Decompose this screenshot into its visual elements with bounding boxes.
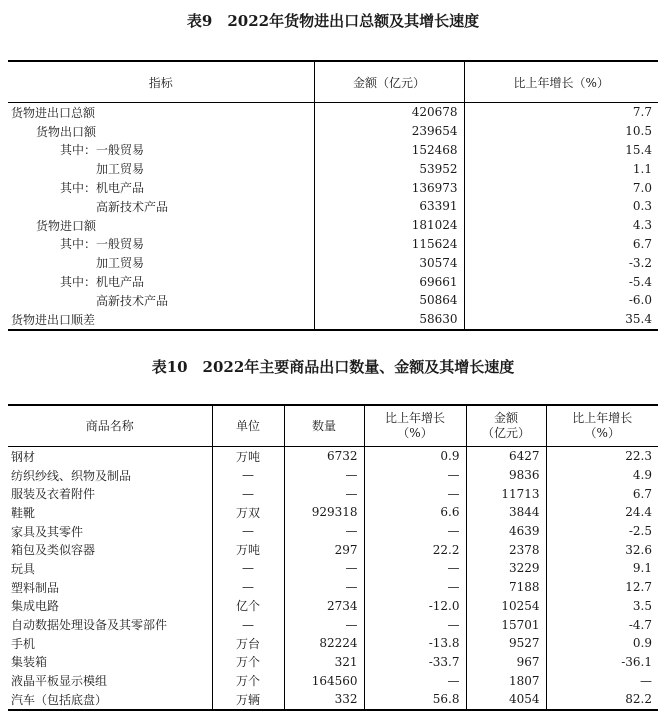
header-line: （亿元） [481,426,530,440]
amount-cell: 4054 [466,690,546,710]
amount-cell: 53952 [314,159,464,178]
amount-cell: 4639 [466,522,546,541]
header-line: （%） [397,426,433,440]
column-header-name: 商品名称 [8,405,212,447]
unit-cell: 万个 [212,671,284,690]
amount-growth-cell: -2.5 [546,522,658,541]
column-header-indicator: 指标 [8,61,314,103]
amount-growth-cell: 0.9 [546,634,658,653]
header-line: （%） [584,426,620,440]
header-line: 金额 [493,411,518,425]
commodity-name-cell: 箱包及类似容器 [11,543,96,558]
quantity-growth-cell: — [364,522,466,541]
amount-cell: 10254 [466,597,546,616]
unit-cell: — [212,578,284,597]
table-row [8,310,658,330]
amount-cell: 15701 [466,615,546,634]
amount-growth-cell: 22.3 [546,447,658,466]
commodity-name-cell: 自动数据处理设备及其零部件 [11,618,168,633]
table-row [8,634,658,653]
commodity-name-cell: 塑料制品 [11,580,60,595]
unit-cell: — [212,615,284,634]
commodity-name-cell: 纺织纱线、织物及制品 [11,468,132,483]
amount-cell: 6427 [466,447,546,466]
amount-cell: 136973 [314,178,464,197]
quantity-growth-cell: — [364,578,466,597]
unit-cell: 万吨 [212,447,284,466]
table-row [8,447,658,466]
indicator-cell: 其中：机电产品 [60,275,145,290]
quantity-cell: 929318 [284,503,364,522]
column-header-quantity-growth [364,405,466,447]
table-row [8,559,658,578]
commodity-name-cell: 家具及其零件 [11,524,84,539]
table-row [8,615,658,634]
amount-cell: 181024 [314,216,464,235]
header-line: 比上年增长 [572,411,633,425]
amount-cell: 152468 [314,141,464,160]
indicator-cell: 加工贸易 [96,256,145,271]
quantity-growth-cell: — [364,484,466,503]
commodity-name-cell: 玩具 [11,561,36,576]
unit-cell: 万个 [212,653,284,672]
growth-cell: 7.0 [464,178,658,197]
quantity-growth-cell: -12.0 [364,597,466,616]
quantity-cell: — [284,559,364,578]
amount-cell: 11713 [466,484,546,503]
indicator-cell: 货物进出口顺差 [11,312,96,327]
commodity-name-cell: 液晶平板显示模组 [11,674,108,689]
quantity-cell: — [284,615,364,634]
quantity-cell: — [284,522,364,541]
growth-cell: 1.1 [464,159,658,178]
growth-cell: 6.7 [464,235,658,254]
quantity-cell: — [284,466,364,485]
column-header-growth: 比上年增长（%） [464,61,658,103]
unit-cell: — [212,484,284,503]
amount-cell: 239654 [314,122,464,141]
growth-cell: 10.5 [464,122,658,141]
quantity-growth-cell: 0.9 [364,447,466,466]
quantity-cell: 6732 [284,447,364,466]
commodity-name-cell: 集成电路 [11,599,60,614]
unit-cell: — [212,522,284,541]
column-header-amount [466,405,546,447]
growth-cell: -3.2 [464,253,658,272]
amount-growth-cell: 4.9 [546,466,658,485]
table10-body [8,447,658,710]
amount-growth-cell: 82.2 [546,690,658,710]
unit-cell: 万双 [212,503,284,522]
table-row [8,159,658,178]
table-row [8,235,658,254]
quantity-cell: — [284,578,364,597]
indicator-cell: 高新技术产品 [96,199,169,214]
quantity-growth-cell: — [364,671,466,690]
table-row [8,578,658,597]
trade-total-table [8,60,658,331]
column-header-amount: 金额（亿元） [314,61,464,103]
quantity-growth-cell: — [364,559,466,578]
amount-growth-cell: 12.7 [546,578,658,597]
growth-cell: 7.7 [464,103,658,122]
indicator-cell: 其中：机电产品 [60,181,145,196]
commodity-name-cell: 汽车（包括底盘） [11,692,108,707]
amount-cell: 1807 [466,671,546,690]
table-row [8,484,658,503]
amount-growth-cell: -36.1 [546,653,658,672]
quantity-growth-cell: -33.7 [364,653,466,672]
table-row [8,141,658,160]
quantity-growth-cell: 6.6 [364,503,466,522]
unit-cell: 亿个 [212,597,284,616]
amount-cell: 58630 [314,310,464,330]
amount-growth-cell: 32.6 [546,540,658,559]
unit-cell: — [212,559,284,578]
amount-growth-cell: 6.7 [546,484,658,503]
table-row [8,103,658,122]
table-row [8,653,658,672]
commodity-name-cell: 集装箱 [11,655,48,670]
amount-cell: 69661 [314,272,464,291]
amount-growth-cell: — [546,671,658,690]
amount-cell: 50864 [314,291,464,310]
growth-cell: -5.4 [464,272,658,291]
commodity-export-table [8,404,658,711]
amount-cell: 3844 [466,503,546,522]
amount-growth-cell: -4.7 [546,615,658,634]
quantity-growth-cell: — [364,615,466,634]
header-line: 比上年增长 [384,411,445,425]
amount-cell: 967 [466,653,546,672]
growth-cell: 15.4 [464,141,658,160]
table-row [8,466,658,485]
growth-cell: -6.0 [464,291,658,310]
unit-cell: 万台 [212,634,284,653]
amount-cell: 7188 [466,578,546,597]
amount-growth-cell: 24.4 [546,503,658,522]
indicator-cell: 货物进口额 [36,218,97,233]
commodity-name-cell: 钢材 [11,449,36,464]
table-row [8,540,658,559]
column-header-unit: 单位 [212,405,284,447]
indicator-cell: 高新技术产品 [96,293,169,308]
table-row [8,503,658,522]
table-row [8,597,658,616]
quantity-cell: 164560 [284,671,364,690]
commodity-name-cell: 服装及衣着附件 [11,487,96,502]
unit-cell: 万辆 [212,690,284,710]
table-row [8,178,658,197]
table-row [8,197,658,216]
indicator-cell: 加工贸易 [96,162,145,177]
column-header-amount-growth [546,405,658,447]
table-row [8,291,658,310]
quantity-growth-cell: -13.8 [364,634,466,653]
growth-cell: 0.3 [464,197,658,216]
quantity-cell: — [284,484,364,503]
commodity-name-cell: 鞋靴 [11,505,36,520]
table-row [8,522,658,541]
growth-cell: 4.3 [464,216,658,235]
quantity-cell: 297 [284,540,364,559]
amount-cell: 30574 [314,253,464,272]
quantity-growth-cell: — [364,466,466,485]
table10-title: 表10 2022年主要商品出口数量、金额及其增长速度 [151,358,515,376]
quantity-cell: 321 [284,653,364,672]
amount-cell: 3229 [466,559,546,578]
table-row [8,253,658,272]
table-header-row [8,61,658,103]
quantity-cell: 82224 [284,634,364,653]
column-header-quantity: 数量 [284,405,364,447]
amount-cell: 63391 [314,197,464,216]
indicator-cell: 货物出口额 [36,124,97,139]
amount-growth-cell: 3.5 [546,597,658,616]
growth-cell: 35.4 [464,310,658,330]
amount-cell: 115624 [314,235,464,254]
quantity-growth-cell: 56.8 [364,690,466,710]
indicator-cell: 其中：一般贸易 [60,143,145,158]
quantity-cell: 2734 [284,597,364,616]
table-row [8,272,658,291]
table9-title: 表9 2022年货物进出口总额及其增长速度 [186,12,480,30]
table-row [8,216,658,235]
table-row [8,671,658,690]
amount-cell: 9527 [466,634,546,653]
table-row [8,122,658,141]
amount-cell: 2378 [466,540,546,559]
indicator-cell: 货物进出口总额 [11,105,96,120]
amount-growth-cell: 9.1 [546,559,658,578]
unit-cell: — [212,466,284,485]
amount-cell: 9836 [466,466,546,485]
quantity-cell: 332 [284,690,364,710]
commodity-name-cell: 手机 [11,636,36,651]
quantity-growth-cell: 22.2 [364,540,466,559]
indicator-cell: 其中：一般贸易 [60,237,145,252]
unit-cell: 万吨 [212,540,284,559]
table-row [8,690,658,710]
table-header-row [8,405,658,447]
amount-cell: 420678 [314,103,464,122]
